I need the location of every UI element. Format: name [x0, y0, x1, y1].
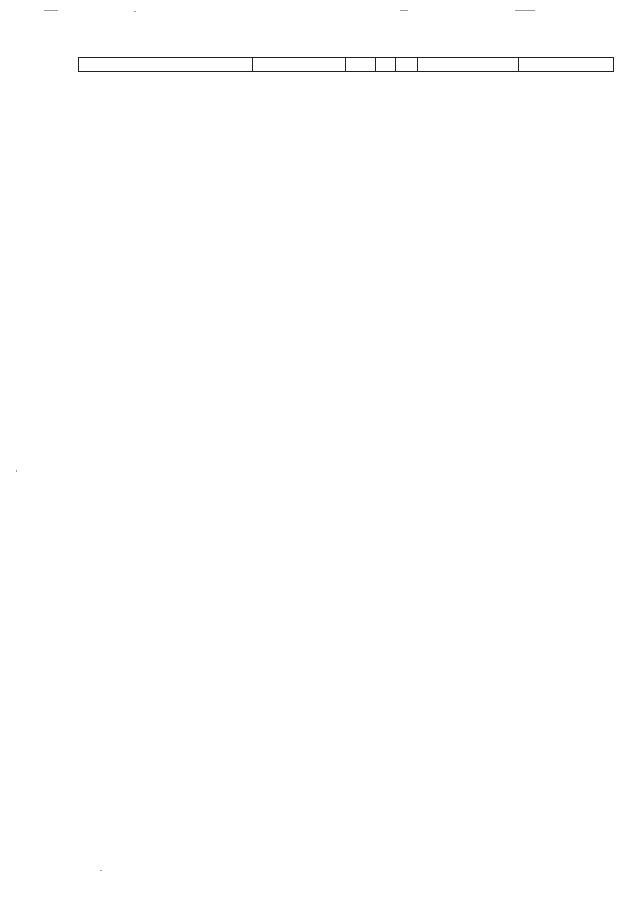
- scan-speck: [100, 870, 102, 871]
- scan-speck: [400, 10, 408, 11]
- header-col-6: [417, 58, 518, 71]
- header-col-5: [395, 58, 417, 71]
- header-col-2: [252, 58, 345, 71]
- table-header: [78, 57, 614, 72]
- scan-speck: [515, 10, 535, 11]
- header-col-3: [345, 58, 375, 71]
- header-col-7: [518, 58, 613, 71]
- header-col-1: [79, 58, 252, 71]
- scan-speck: [134, 11, 136, 12]
- header-col-4: [375, 58, 395, 71]
- scan-speck: [44, 10, 58, 11]
- scan-speck: [16, 470, 17, 472]
